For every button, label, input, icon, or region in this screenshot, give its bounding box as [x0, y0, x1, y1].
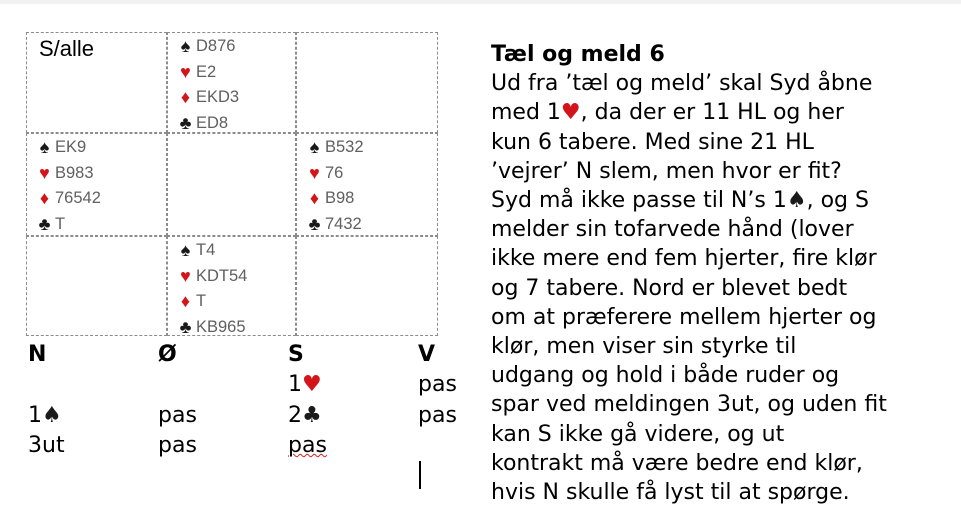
deal-diagram	[26, 32, 438, 336]
text-cursor	[419, 461, 421, 489]
holding-cards: 76542	[55, 189, 101, 207]
diamond-icon: ♦	[180, 87, 191, 107]
west-cell	[26, 133, 167, 236]
east-cell	[296, 133, 438, 236]
holding-cards: B98	[325, 189, 355, 207]
east-hand-heart-line	[304, 161, 364, 187]
holding-cards: D876	[196, 37, 236, 55]
north-hand-heart-line	[175, 60, 239, 86]
holding-cards: 7432	[325, 214, 362, 233]
south-cell	[167, 236, 296, 336]
auction-bid: 1♠	[28, 403, 62, 428]
west-hand-diamond-line	[34, 186, 101, 212]
holding-cards: T	[55, 214, 66, 233]
auction-bid: pas	[418, 372, 457, 397]
article-line: klør, men viser sin styrke til	[491, 334, 797, 360]
auction-bid: pas	[418, 403, 457, 428]
north-cell	[167, 32, 296, 133]
east-hand-club-line	[304, 212, 364, 238]
article-line: kun 6 tabere. Med sine 21 HL	[491, 129, 814, 155]
auction-bid: 3ut	[28, 433, 65, 458]
holding-cards: EK9	[55, 138, 87, 156]
club-icon: ♣	[38, 213, 51, 234]
article-line: melder sin tofarvede hånd (lover	[491, 217, 854, 243]
auction-header-north: N	[28, 342, 47, 367]
heart-icon: ♥	[39, 162, 50, 183]
west-hand-spade-line	[34, 135, 101, 161]
auction-bid: pas	[158, 433, 197, 458]
holding-cards: B983	[55, 163, 94, 182]
article-line: kan S ikke gå videre, og ut	[491, 421, 785, 447]
diagram-cell-empty-sw	[26, 236, 167, 336]
diagram-cell-dealer	[26, 32, 167, 133]
east-hand-diamond-line	[304, 186, 364, 212]
west-hand	[34, 135, 101, 237]
article-line: Ud fra ’tæl og meld’ skal Syd åbne	[491, 71, 873, 97]
diamond-icon: ♦	[180, 291, 191, 311]
auction-bid-spellcheck-flagged[interactable]: pas	[288, 433, 327, 458]
article-line: ’vejrer’ N slem, men hvor er fit?	[491, 158, 842, 184]
article-line: kontrakt må være bedre end klør,	[491, 450, 863, 476]
diagram-cell-empty-se	[296, 236, 438, 336]
holding-cards: ED8	[196, 113, 229, 132]
holding-cards: T	[196, 292, 207, 310]
holding-cards: EKD3	[196, 88, 240, 106]
article-title: Tæl og meld 6	[491, 42, 665, 67]
article-line: udgang og hold i både ruder og	[491, 363, 840, 389]
article-line: og 7 tabere. Nord er blevet bedt	[491, 275, 848, 301]
auction-bid: pas	[158, 403, 197, 428]
auction-bid: 1♥	[288, 372, 322, 397]
club-icon: ♣	[308, 213, 321, 234]
article-line: om at præferere mellem hjerter og	[491, 304, 877, 330]
east-hand	[304, 135, 364, 237]
top-bar	[0, 0, 961, 4]
auction-bid: 2♣	[288, 403, 322, 428]
club-icon: ♣	[179, 112, 192, 133]
diagram-cell-center	[167, 133, 296, 236]
heart-icon: ♥	[309, 162, 320, 183]
spade-icon: ♠	[39, 137, 50, 157]
diamond-icon: ♦	[39, 188, 50, 208]
holding-cards: B532	[325, 138, 364, 156]
holding-cards: 76	[325, 163, 344, 182]
south-hand	[175, 238, 247, 340]
club-icon: ♣	[179, 316, 192, 337]
west-hand-heart-line	[34, 161, 101, 187]
south-hand-heart-line	[175, 264, 247, 290]
auction-header-west: V	[418, 342, 436, 367]
diagram-cell-empty-ne	[296, 32, 438, 133]
west-hand-club-line	[34, 212, 101, 238]
article-line: Syd må ikke passe til N’s 1♠, og S	[491, 188, 869, 214]
article-text[interactable]	[491, 40, 953, 507]
holding-cards: E2	[196, 62, 217, 81]
auction-table	[28, 340, 478, 490]
auction-header-south: S	[288, 342, 304, 367]
heart-icon: ♥	[180, 265, 191, 286]
spade-icon: ♠	[309, 137, 320, 157]
holding-cards: KB965	[196, 317, 246, 336]
east-hand-spade-line	[304, 135, 364, 161]
south-hand-spade-line	[175, 238, 247, 264]
article-line: med 1♥, da der er 11 HL og her	[491, 100, 844, 126]
north-hand	[175, 34, 239, 136]
article-line: spar ved meldingen 3ut, og uden fit	[491, 392, 887, 418]
spade-icon: ♠	[180, 36, 191, 56]
south-hand-club-line	[175, 315, 247, 341]
north-hand-spade-line	[175, 34, 239, 60]
north-hand-diamond-line	[175, 85, 239, 111]
dealer-vulnerability: S/alle	[39, 36, 95, 61]
holding-cards: KDT54	[196, 266, 248, 285]
holding-cards: T4	[196, 241, 216, 259]
spade-icon: ♠	[180, 240, 191, 260]
south-hand-diamond-line	[175, 289, 247, 315]
heart-icon: ♥	[180, 61, 191, 82]
article-line: ikke mere end fem hjerter, fire klør	[491, 246, 877, 272]
article-line: hvis N skulle få lyst til at spørge.	[491, 480, 850, 506]
auction-header-east: Ø	[158, 342, 177, 367]
diamond-icon: ♦	[309, 188, 320, 208]
